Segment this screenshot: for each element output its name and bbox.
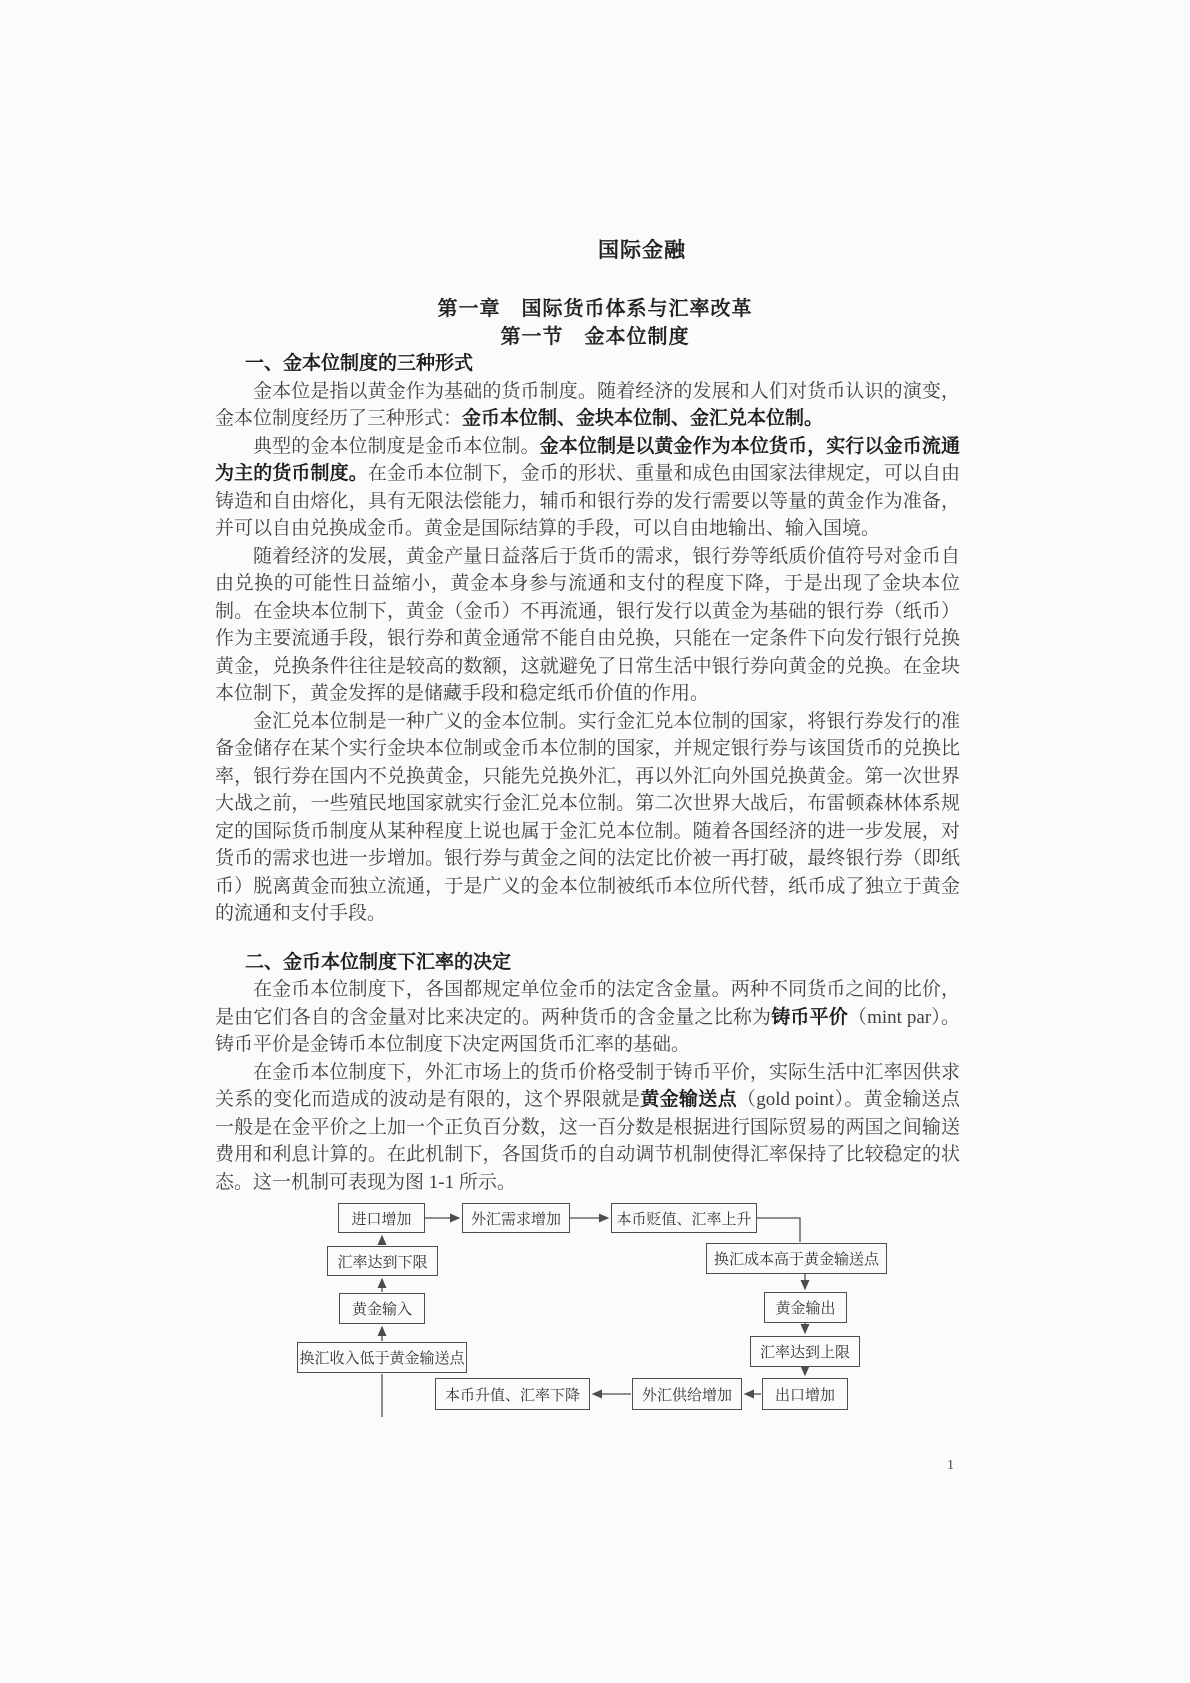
- paragraph: [215, 378, 960, 433]
- text-run: （gold point）。黄金输送点一般是在金平价之上加一个正负百分数，这一百分数是根据进行国际贸易的两国之间输送费用和利息计算的。在此机制下，各国货币的自动调节机制使得汇率保持了比较稳定的状态。这一机制可表现为图 1-1 所示。: [215, 1089, 960, 1193]
- bold-text-run: 金币本位制、金块本位制、金汇兑本位制。: [462, 408, 824, 429]
- flow-node-export-increase: 出口增加: [762, 1378, 848, 1410]
- flow-node-currency-depreciation: 本币贬值、汇率上升: [611, 1203, 757, 1233]
- document-body: [215, 350, 960, 1196]
- flow-node-rate-lower-limit: 汇率达到下限: [327, 1246, 438, 1276]
- flow-arrow: [757, 1218, 800, 1242]
- text-run: 在金币本位制度下，外汇市场上的货币价格受制于铸币平价，实际生活中汇率因供求关系的变化而造成的波动是有限的，这个界限就是: [215, 1061, 960, 1110]
- flow-node-rate-upper-limit: 汇率达到上限: [750, 1336, 860, 1367]
- text-run: 在金币本位制度下，各国都规定单位金币的法定含金量。两种不同货币之间的比价，是由它们各自的含金量对比来决定的。两种货币的含金量之比称为: [215, 979, 960, 1028]
- bold-text-run: 铸币平价: [771, 1006, 848, 1028]
- section-heading: 第一节 金本位制度: [500, 326, 690, 348]
- text-run: 金本位是指以黄金作为基础的货币制度。随着经济的发展和人们对货币认识的演变，金本位制度经历了三种形式：: [215, 380, 960, 429]
- flow-node-fx-demand-increase: 外汇需求增加: [462, 1203, 570, 1233]
- page-number: 1: [947, 1458, 954, 1473]
- flow-node-fx-supply-increase: 外汇供给增加: [632, 1378, 742, 1410]
- flow-node-import-increase: 进口增加: [338, 1203, 425, 1233]
- bold-text-run: 黄金输送点: [640, 1089, 737, 1110]
- subsection-heading: 二、金币本位制度下汇率的决定: [245, 951, 512, 973]
- paragraph: [215, 1059, 960, 1197]
- text-run: 典型的金本位制度是金币本位制。: [253, 435, 540, 457]
- paragraph: [215, 543, 960, 708]
- paragraph: [215, 976, 960, 1059]
- flow-node-currency-appreciation: 本币升值、汇率下降: [435, 1378, 590, 1410]
- flow-node-gold-outflow: 黄金输出: [764, 1292, 847, 1323]
- doc-title: 国际金融: [598, 239, 686, 262]
- flow-node-exchange-income-below-gold-point: 换汇收入低于黄金输送点: [297, 1342, 467, 1373]
- paragraph: [215, 708, 960, 928]
- bold-text-run: 金本位制是以黄金作为本位货币，实行以金币流通为主的货币制度。: [215, 435, 960, 484]
- chapter-heading: 第一章 国际货币体系与汇率改革: [437, 298, 753, 320]
- paragraph: [215, 433, 960, 543]
- subsection-heading: 一、金本位制度的三种形式: [245, 353, 474, 374]
- text-run: （mint par）。铸币平价是金铸币本位制度下决定两国货币汇率的基础。: [215, 1006, 960, 1055]
- text-run: 随着经济的发展，黄金产量日益落后于货币的需求，银行券等纸质价值符号对金币自由兑换的可能性日益缩小，黄金本身参与流通和支付的程度下降，于是出现了金块本位制。在金块本位制下，黄金（金币）不再流通，银行发行以黄金为基础的银行券（纸币）作为主要流通手段，银行券和黄金通常不能自由兑换，只能在一定条件下向发行银行兑换黄金，兑换条件往往是较高的数额，这就避免了日常生活中银行券向黄金的兑换。在金块本位制下，黄金发挥的是储藏手段和稳定纸币价值的作用。: [215, 545, 960, 704]
- flow-node-exchange-cost-above-gold-point: 换汇成本高于黄金输送点: [706, 1243, 887, 1274]
- text-run: 在金币本位制下，金币的形状、重量和成色由国家法律规定，可以自由铸造和自由熔化，具有无限法偿能力，辅币和银行券的发行需要以等量的黄金作为准备，并可以自由兑换成金币。黄金是国际结算的手段，可以自由地输出、输入国境。: [215, 463, 960, 539]
- text-run: 金汇兑本位制是一种广义的金本位制。实行金汇兑本位制的国家，将银行券发行的准备金储存在某个实行金块本位制或金币本位制的国家，并规定银行券与该国货币的兑换比率，银行券在国内不兑换黄金，只能先兑换外汇，再以外汇向外国兑换黄金。第一次世界大战之前，一些殖民地国家就实行金汇兑本位制。第二次世界大战后，布雷顿森林体系规定的国际货币制度从某种程度上说也属于金汇兑本位制。随着各国经济的进一步发展，对货币的需求也进一步增加。银行券与黄金之间的法定比价被一再打破，最终银行券（即纸币）脱离黄金而独立流通，于是广义的金本位制被纸币本位所代替，纸币成了独立于黄金的流通和支付手段。: [215, 710, 960, 924]
- figure-1-1-flowchart: [295, 1192, 895, 1437]
- flow-node-gold-inflow: 黄金输入: [339, 1293, 425, 1324]
